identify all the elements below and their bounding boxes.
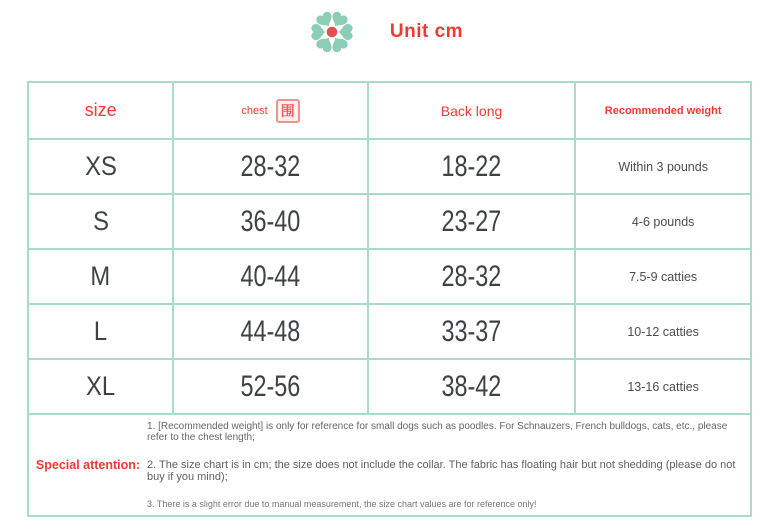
note-item-3: 3. There is a slight error due to manual measurement, the size chart values are for reference only! bbox=[147, 499, 537, 509]
size-value: L bbox=[28, 304, 173, 359]
weight-value: 4-6 pounds bbox=[575, 194, 751, 249]
weight-value: 7.5-9 catties bbox=[575, 249, 751, 304]
column-header-back-long bbox=[368, 82, 576, 139]
back-long-value: 18-22 bbox=[368, 139, 576, 194]
chest-value: 28-32 bbox=[173, 139, 367, 194]
table-row-s bbox=[28, 194, 751, 249]
back-long-value: 28-32 bbox=[368, 249, 576, 304]
back-long-value: 23-27 bbox=[368, 194, 576, 249]
chest-girth-stamp-icon: 围 bbox=[276, 99, 300, 123]
column-header-size bbox=[28, 82, 173, 139]
weight-value: 13-16 catties bbox=[575, 359, 751, 414]
column-header-recommended-weight bbox=[575, 82, 751, 139]
size-value: XS bbox=[28, 139, 173, 194]
table-row-m bbox=[28, 249, 751, 304]
weight-value: 10-12 catties bbox=[575, 304, 751, 359]
column-header-back-long-label: Back long bbox=[440, 102, 503, 119]
note-item-1: 1. [Recommended weight] is only for reference for small dogs such as poodles. For Schnauzers, French bulldogs, cats, etc., please refer to the chest length; bbox=[147, 421, 728, 443]
column-header-size-label: size bbox=[84, 100, 117, 120]
table-row-xs bbox=[28, 139, 751, 194]
unit-label: Unit cm bbox=[389, 21, 464, 42]
special-attention-row bbox=[28, 414, 751, 516]
size-chart-table bbox=[27, 81, 752, 517]
chest-value: 52-56 bbox=[173, 359, 367, 414]
table-row-l bbox=[28, 304, 751, 359]
back-long-value: 38-42 bbox=[368, 359, 576, 414]
page-header bbox=[0, 6, 773, 58]
size-value: M bbox=[28, 249, 173, 304]
column-header-chest-label: chest bbox=[241, 104, 268, 117]
chest-value: 40-44 bbox=[173, 249, 367, 304]
column-header-recommended-weight-label: Recommended weight bbox=[604, 104, 722, 117]
size-value: S bbox=[28, 194, 173, 249]
note-item-2: 2. The size chart is in cm; the size does not include the collar. The fabric has floating hair but not shedding (please do not buy if you mind); bbox=[147, 459, 736, 483]
back-long-value: 33-37 bbox=[368, 304, 576, 359]
chest-value: 44-48 bbox=[173, 304, 367, 359]
special-attention-cell bbox=[28, 414, 751, 516]
special-attention-label: Special attention: bbox=[35, 458, 141, 472]
weight-value: Within 3 pounds bbox=[575, 139, 751, 194]
column-header-chest bbox=[173, 82, 367, 139]
special-attention-notes bbox=[147, 415, 750, 515]
flower-hearts-icon bbox=[310, 10, 354, 54]
table-row-xl bbox=[28, 359, 751, 414]
chest-value: 36-40 bbox=[173, 194, 367, 249]
table-header-row bbox=[28, 82, 751, 139]
size-value: XL bbox=[28, 359, 173, 414]
